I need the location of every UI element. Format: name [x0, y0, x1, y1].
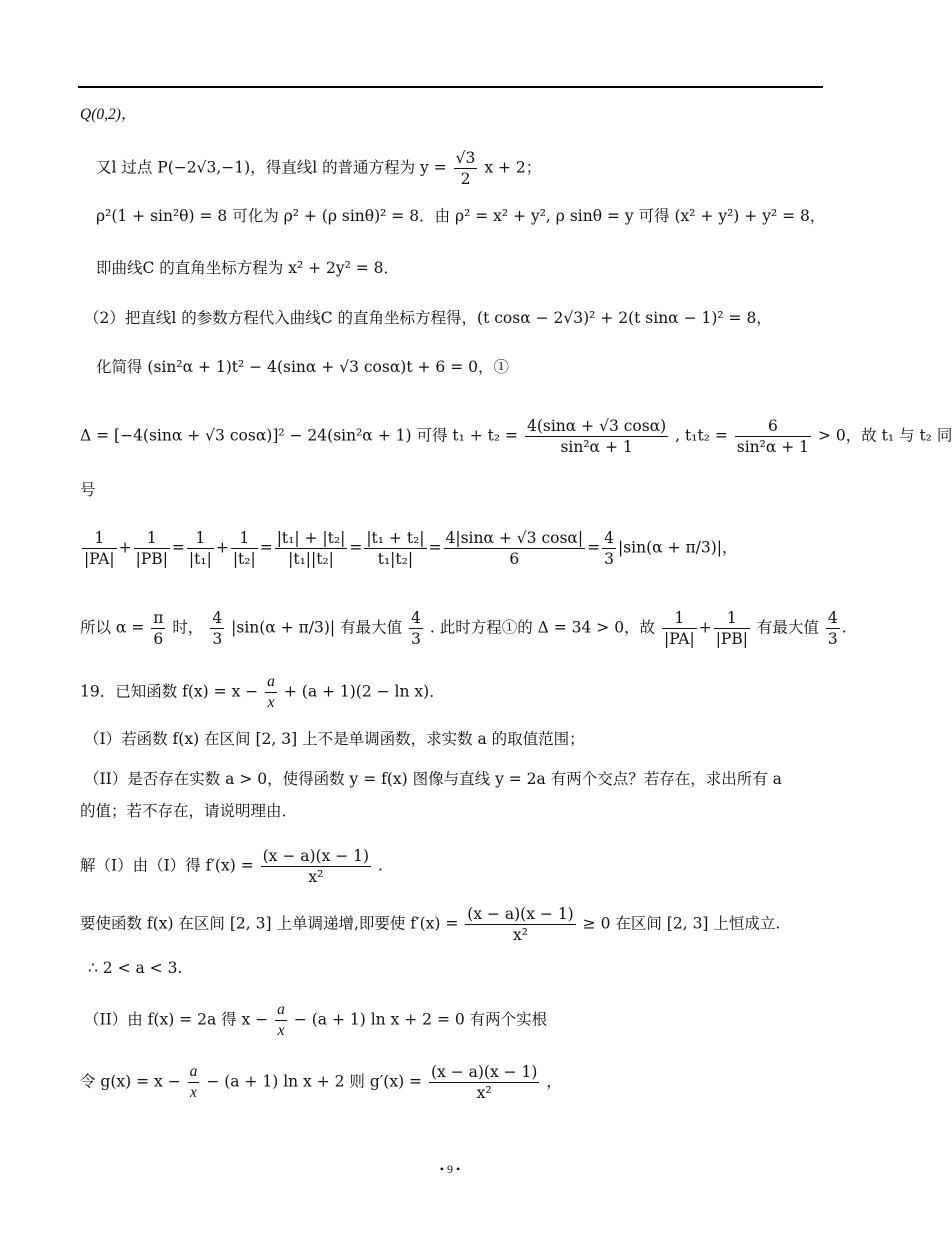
period: .	[841, 618, 847, 637]
q-point-text: Q(0,2)，	[80, 106, 137, 123]
frac-abs-sum	[275, 528, 348, 569]
frac-a-over-x	[188, 1062, 200, 1103]
fraction-denominator: 3	[212, 630, 223, 648]
g-derivative-fraction	[429, 1062, 539, 1103]
solution-1-pre: 解（I）由（I）得 f′(x) =	[80, 856, 254, 875]
fraction-numerator: 1	[231, 528, 258, 549]
fraction-denominator: 3	[411, 630, 421, 648]
solution-line-5	[80, 1062, 562, 1103]
frac-pa	[82, 528, 117, 569]
frac-pb	[134, 528, 170, 569]
question-19-stem	[80, 672, 445, 713]
fraction-numerator: |t₁ + t₂|	[366, 529, 425, 547]
line-max-value	[80, 608, 847, 649]
solution-5-mid: − (a + 1) ln x + 2 则 g′(x) =	[206, 1072, 423, 1091]
fraction-denominator: 6	[509, 550, 520, 568]
fraction-numerator: |t₁| + |t₂|	[276, 529, 346, 547]
plus-sign: +	[698, 618, 712, 637]
product-fraction	[735, 416, 811, 457]
solution-2-pre: 要使函数 f(x) 在区间 [2, 3] 上单调递增,即要使 f′(x) =	[80, 914, 459, 933]
derivative-fraction	[261, 846, 371, 887]
q19-part-2-cont-text: 的值；若不存在，请说明理由．	[80, 802, 298, 820]
q19-post: + (a + 1)(2 − ln x)．	[283, 682, 445, 701]
fraction-numerator: 6	[735, 416, 811, 437]
direct-eq-fraction	[454, 148, 478, 189]
line-q-point	[80, 103, 136, 126]
fraction-numerator: (x − a)(x − 1)	[467, 905, 574, 923]
line-hao	[80, 479, 96, 501]
curve-c-text: 即曲线C 的直角坐标方程为 x² + 2y² = 8．	[96, 259, 400, 277]
solution-4-post: − (a + 1) ln x + 2 = 0 有两个实根	[293, 1010, 548, 1029]
fraction-denominator: |PA|	[664, 630, 695, 648]
solution-line-2	[80, 904, 780, 945]
fraction-numerator: 1	[714, 608, 750, 629]
line-curve-c	[96, 257, 399, 279]
fraction-denominator: 3	[604, 550, 614, 568]
solution-line-1	[80, 846, 383, 887]
line-direct-equation	[96, 148, 541, 189]
fraction-numerator: 4	[212, 609, 223, 627]
frac-sin-cos	[444, 528, 586, 569]
frac-pi-6	[151, 608, 165, 649]
fraction-denominator: x²	[308, 868, 324, 886]
solution-5-pre: 令 g(x) = x −	[80, 1072, 181, 1091]
fraction-numerator: a	[265, 672, 277, 693]
fraction-denominator: |t₂|	[232, 550, 256, 568]
fraction-denominator: |PB|	[715, 630, 748, 648]
solution-4-pre: （II）由 f(x) = 2a 得 x −	[84, 1010, 269, 1029]
q19-part-2-text: （II）是否存在实数 a > 0，使得函数 y = f(x) 图像与直线 y = 2a 有两个交点？若存在，求出所有 a	[84, 770, 782, 788]
solution-3-text: ∴ 2 < a < 3.	[88, 959, 183, 977]
fraction-denominator: 2	[460, 170, 471, 188]
direct-eq-post: x + 2；	[484, 158, 542, 177]
discriminant-mid: , t₁t₂ =	[675, 426, 728, 445]
fraction-denominator: sin²α + 1	[560, 438, 633, 456]
frac-pb	[714, 608, 750, 649]
fraction-numerator: √3	[455, 149, 476, 167]
frac-a-over-x	[275, 1000, 287, 1041]
fraction-numerator: (x − a)(x − 1)	[431, 1063, 538, 1081]
fraction-numerator: 4(sinα + √3 cosα)	[526, 417, 667, 435]
q19-pre: 19．已知函数 f(x) = x −	[80, 682, 259, 701]
frac-a-over-x	[265, 672, 277, 713]
hao-text: 号	[80, 481, 96, 499]
fraction-denominator: x	[190, 1084, 197, 1101]
fraction-denominator: |PB|	[135, 550, 168, 568]
solution-2-post: ≥ 0 在区间 [2, 3] 上恒成立.	[582, 914, 781, 933]
fraction-denominator: x	[267, 694, 275, 711]
page-number: • 9 •	[439, 1162, 461, 1176]
max-value-f: . 此时方程①的 Δ = 34 > 0，故	[429, 618, 656, 637]
question-19-part-1	[84, 728, 585, 750]
fraction-numerator: (x − a)(x − 1)	[262, 847, 370, 865]
frac-t1	[187, 528, 214, 569]
max-value-d: |sin(α + π/3)| 有最大值	[231, 618, 403, 637]
frac-four-thirds	[409, 608, 423, 649]
line-simplified	[96, 356, 509, 378]
polar-conversion-text: ρ²(1 + sin²θ) = 8 可化为 ρ² + (ρ sinθ)² = 8．由 ρ² = x² + y², ρ sinθ = y 可得 (x² + y²) + y² = 8，	[96, 207, 826, 225]
sin-tail: |sin(α + π/3)|，	[617, 538, 738, 557]
fraction-denominator: sin²α + 1	[736, 438, 810, 456]
line-part-2	[84, 307, 772, 329]
line-discriminant	[80, 416, 952, 457]
frac-four-thirds	[602, 528, 616, 569]
direct-eq-pre: 又l 过点 P(−2√3,−1)，得直线l 的普通方程为 y =	[96, 158, 447, 177]
frac-four-thirds	[826, 608, 840, 649]
solution-line-4	[84, 1000, 547, 1041]
fraction-numerator: 4	[411, 609, 421, 627]
fraction-denominator: |t₁||t₂|	[288, 550, 334, 568]
frac-pa	[662, 608, 697, 649]
fraction-numerator: a	[188, 1062, 200, 1083]
fraction-numerator: 4|sinα + √3 cosα|	[445, 529, 584, 547]
header-rule	[78, 86, 823, 88]
max-value-a: 所以 α =	[80, 618, 145, 637]
fraction-denominator: t₁|t₂|	[377, 550, 414, 568]
fraction-denominator: x²	[476, 1084, 492, 1102]
fraction-numerator: 1	[134, 528, 170, 549]
fraction-denominator: x²	[513, 926, 528, 944]
line-reciprocal-sum: $\frac{1}{|PA|}$ + $\frac{1}{|PB|}$ = $\frac{1}{\text{|t₁|}}$ + $\frac{1}{\text{|t₂|}}$ = $\frac{\text{|t₁| + |t₂|}}{\text{|t₁||t₂|}}$ = $\frac{\text{|t₁ + t₂|}}{\text{t₁|t₂|}}$ = $\frac{4|\sin\alpha + √3 \cos\alpha|}{6}$ = $\frac{4}{3}$ |sin(α + π/3)|，	[84, 529, 738, 568]
fraction-numerator: a	[275, 1000, 287, 1021]
fraction-denominator: |t₁|	[188, 550, 212, 568]
line-polar-conversion	[96, 205, 825, 227]
max-value-i: 有最大值	[756, 618, 819, 637]
fraction-numerator: 1	[662, 608, 697, 629]
solution-line-3	[88, 957, 182, 979]
fraction-denominator: 3	[827, 630, 838, 648]
question-19-part-2-cont	[80, 800, 297, 822]
frac-four-thirds	[210, 608, 224, 649]
fraction-numerator: π	[153, 609, 164, 627]
part-2-text: （2）把直线l 的参数方程代入曲线C 的直角坐标方程得，(t cosα − 2√3)² + 2(t sinα − 1)² = 8，	[84, 309, 772, 327]
question-19-part-2	[84, 768, 782, 790]
fraction-numerator: 1	[82, 528, 117, 549]
discriminant-pre: Δ = [−4(sinα + √3 cosα)]² − 24(sin²α + 1) 可得 t₁ + t₂ =	[80, 426, 519, 445]
fraction-denominator: |PA|	[84, 550, 115, 568]
fraction-numerator: 4	[827, 609, 838, 627]
fraction-numerator: 1	[187, 528, 214, 549]
solution-5-post: ，	[546, 1072, 562, 1091]
simplified-text: 化简得 (sin²α + 1)t² − 4(sinα + √3 cosα)t + 6 = 0，①	[96, 358, 509, 376]
solution-1-post: .	[378, 856, 383, 875]
fraction-denominator: 6	[153, 630, 164, 648]
frac-sum-abs	[364, 528, 426, 569]
q19-part-1-text: （I）若函数 f(x) 在区间 [2, 3] 上不是单调函数，求实数 a 的取值范围；	[84, 730, 585, 748]
max-value-b: 时，	[172, 618, 204, 637]
derivative-fraction	[465, 904, 575, 945]
fraction-numerator: 4	[604, 529, 614, 547]
sum-fraction	[525, 416, 668, 457]
discriminant-post: > 0，故 t₁ 与 t₂ 同	[817, 426, 952, 445]
frac-t2	[231, 528, 258, 569]
fraction-denominator: x	[277, 1022, 285, 1039]
